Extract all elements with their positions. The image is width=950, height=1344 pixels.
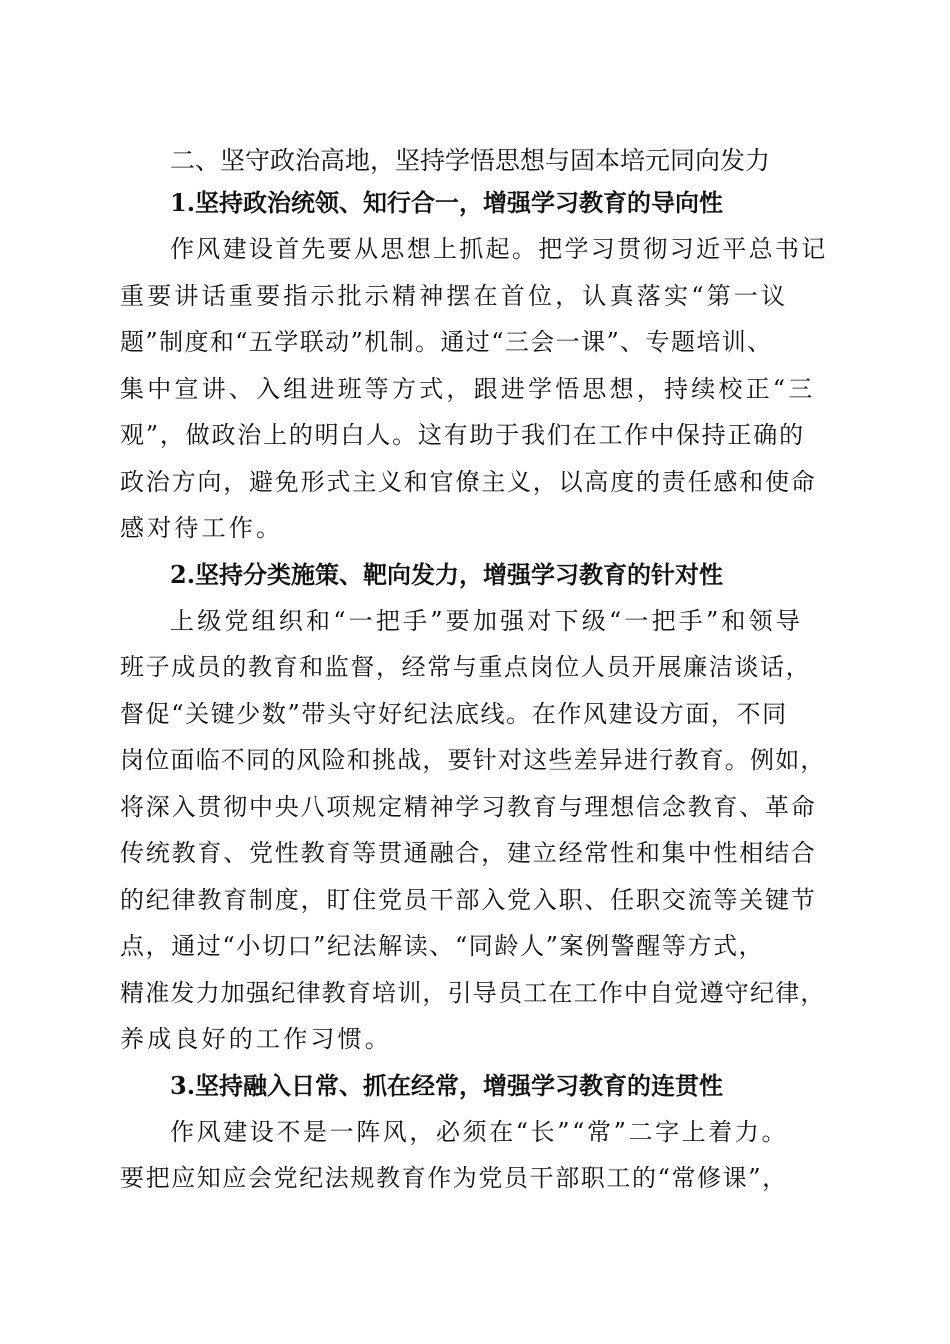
paragraph-line: 点，通过“小切口”纪法解读、“同龄人”案例警醒等方式， — [120, 932, 765, 960]
document-body — [120, 142, 834, 1202]
paragraph-line: 观”，做政治上的明白人。这有助于我们在工作中保持正确的 — [120, 421, 805, 449]
paragraph-line: 集中宣讲、入组进班等方式，跟进学悟思想，持续校正“三 — [120, 374, 816, 403]
subsection-heading-3: 3.坚持融入日常、抓在经常，增强学习教育的连贯性 — [170, 1070, 724, 1100]
paragraph-line: 重要讲话重要指示批示精神摆在首位，认真落实“第一议 — [120, 281, 789, 310]
subsection-2 — [120, 552, 834, 1063]
paragraph-line: 精准发力加强纪律教育培训，引导员工在工作中自觉遵守纪律， — [120, 978, 826, 1007]
subsection-2-paragraph — [120, 598, 834, 1063]
paragraph-line: 将深入贯彻中央八项规定精神学习教育与理想信念教育、革命 — [120, 792, 817, 821]
paragraph-line: 要把应知应会党纪法规教育作为党员干部职工的“常修课”， — [120, 1164, 788, 1192]
paragraph-line: 督促“关键少数”带头守好纪法底线。在作风建设方面，不同 — [120, 699, 788, 728]
paragraph-line: 班子成员的教育和监督，经常与重点岗位人员开展廉洁谈话， — [120, 653, 812, 681]
subsection-3-paragraph — [120, 1109, 834, 1202]
subsection-3 — [120, 1063, 834, 1202]
paragraph-line: 感对待工作。 — [120, 514, 284, 542]
subsection-heading-1: 1.坚持政治统领、知行合一，增强学习教育的导向性 — [170, 188, 724, 217]
subsection-1-paragraph — [120, 226, 834, 552]
paragraph-line: 传统教育、党性教育等贯通融合，建立经常性和集中性相结合 — [120, 839, 817, 867]
paragraph-line: 作风建设不是一阵风，必须在“长”“常”二字上着力。 — [170, 1117, 789, 1146]
paragraph-line: 上级党组织和“一把手”要加强对下级“一把手”和领导 — [170, 606, 804, 635]
paragraph-line: 题”制度和“五学联动”机制。通过“三会一课”、专题培训、 — [120, 328, 773, 356]
paragraph-line: 养成良好的工作习惯。 — [120, 1025, 392, 1053]
paragraph-line: 的纪律教育制度，盯住党员干部入党入职、任职交流等关键节 — [120, 885, 817, 914]
paragraph-line: 作风建设首先要从思想上抓起。把学习贯彻习近平总书记 — [170, 235, 828, 263]
paragraph-line: 政治方向，避免形式主义和官僚主义，以高度的责任感和使命 — [120, 467, 817, 496]
paragraph-line: 岗位面临不同的风险和挑战，要针对这些差异进行教育。例如， — [120, 746, 826, 774]
section-title: 二、坚守政治高地，坚持学悟思想与固本培元同向发力 — [170, 146, 771, 175]
subsection-heading-2: 2.坚持分类施策、靶向发力，增强学习教育的针对性 — [170, 559, 724, 589]
subsection-1 — [120, 180, 834, 552]
